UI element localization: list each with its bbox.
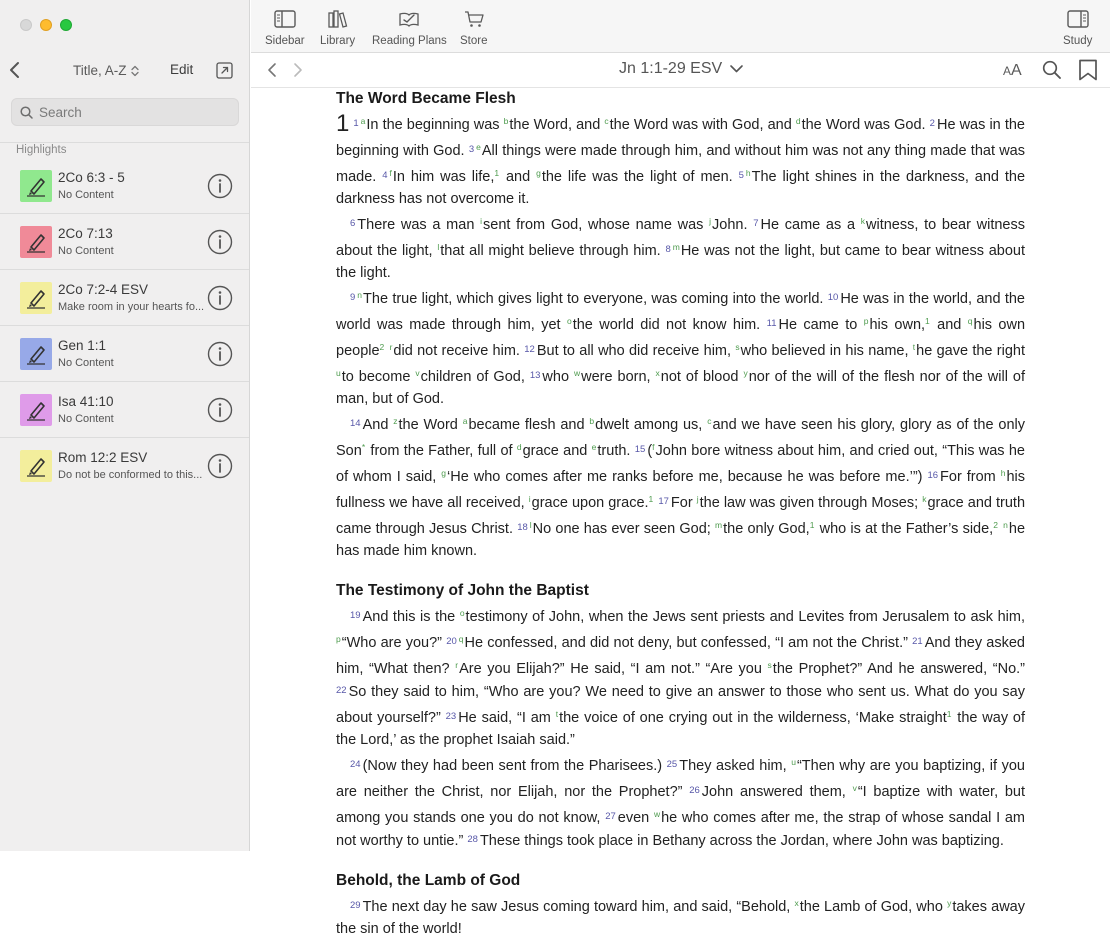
footnote-marker[interactable]: p [336, 634, 341, 644]
footnote-marker[interactable]: f [389, 168, 392, 178]
verse-text: the only God, [723, 521, 810, 537]
verse-text: the law was given through Moses; [699, 495, 923, 511]
verse-text: the Prophet?” And he answered, “No.” [772, 661, 1025, 677]
highlight-reference: Isa 41:10 [58, 394, 114, 409]
verse-text: his own, [869, 317, 926, 333]
footnote-marker[interactable]: e [591, 442, 597, 452]
highlight-reference: Rom 12:2 ESV [58, 450, 148, 465]
verse-text: the voice of one crying out in the wilderness, ‘Make straight [559, 710, 947, 726]
footnote-marker[interactable]: l [437, 242, 440, 252]
footnote-marker[interactable]: n [357, 290, 363, 300]
verse-number[interactable]: 18 [517, 522, 528, 533]
verse-text: He was in the world, and the world was made through him, yet [336, 291, 1025, 333]
reader-content [251, 88, 1110, 937]
footnote-marker[interactable]: d [516, 442, 522, 452]
verse-text: the Word, and [509, 117, 605, 133]
verse-text: dwelt among us, [595, 417, 708, 433]
info-icon[interactable] [207, 453, 233, 479]
search-icon[interactable] [1042, 60, 1062, 80]
verse-text: truth. [597, 443, 635, 459]
footnote-marker[interactable]: u [791, 757, 796, 767]
footnote-marker[interactable]: h [1000, 468, 1006, 478]
footnote-marker[interactable]: 1 [946, 709, 952, 719]
verse-number[interactable]: 20 [446, 636, 457, 647]
verse-number[interactable]: 23 [445, 711, 457, 722]
verse-text: his fullness we have all received, [336, 469, 1025, 511]
sidebar-button[interactable] [265, 9, 305, 47]
verse-text: and [930, 317, 968, 333]
footnote-marker[interactable]: j [696, 494, 699, 504]
paragraph [336, 210, 1025, 284]
sidebar-toolbar [0, 58, 249, 84]
sidebar [0, 0, 250, 851]
highlight-note: Make room in your hearts fo... [58, 301, 205, 313]
section-heading: The Word Became Flesh [336, 90, 516, 107]
highlight-reference: 2Co 7:13 [58, 226, 113, 241]
verse-text: The next day he saw Jesus coming toward him, and said, “Behold, [362, 899, 795, 915]
verse-text [385, 343, 389, 359]
verse-text: became flesh and [468, 417, 590, 433]
chevron-updown-icon [131, 65, 139, 77]
verse-text: sent from God, whose name was [483, 217, 710, 233]
verse-text: the Word [398, 417, 463, 433]
footnote-marker[interactable]: 1 [648, 494, 654, 504]
verse-number[interactable]: 3 [468, 144, 475, 155]
verse-text: John. [712, 217, 754, 233]
footnote-marker[interactable]: 1 [494, 168, 500, 178]
highlight-note: No Content [58, 245, 114, 257]
reference-selector[interactable] [619, 60, 743, 78]
highlight-note: Do not be conformed to this... [58, 469, 203, 481]
verse-number[interactable]: 24 [350, 759, 361, 770]
edit-button[interactable]: Edit [170, 62, 194, 77]
verse-text: even [617, 810, 654, 826]
section-label-highlights: Highlights [16, 144, 67, 156]
verse-text: John answered them, [701, 784, 853, 800]
reader-nav-bar [251, 53, 1110, 88]
verse-text: children of God, [420, 369, 530, 385]
verse-text: ( [647, 443, 653, 459]
footnote-marker[interactable]: m [715, 520, 723, 530]
footnote-marker[interactable]: x [794, 898, 799, 908]
verse-text: He came to [778, 317, 864, 333]
verse-text: He was in the beginning with God. [336, 117, 1025, 159]
verse-text: And they asked him, “What then? [336, 635, 1025, 677]
info-icon[interactable] [207, 229, 233, 255]
highlights-list [0, 158, 249, 494]
info-icon[interactable] [207, 341, 233, 367]
sidebar-divider [0, 142, 249, 143]
verse-number[interactable]: 13 [529, 370, 541, 381]
footnote-marker[interactable]: t [555, 709, 559, 719]
verse-text: the Word was with God, and [609, 117, 796, 133]
books-icon [327, 10, 349, 28]
study-panel-icon [1067, 10, 1089, 28]
highlight-item[interactable] [0, 326, 249, 382]
window-controls [20, 19, 72, 31]
verse-text: who is at the Father’s side, [815, 521, 994, 537]
verse-text: In him was life, [392, 169, 495, 185]
verse-text: testimony of John, when the Jews sent priests and Levites from Jerusalem to ask him, [465, 609, 1026, 625]
footnote-marker[interactable]: m [672, 242, 680, 252]
verse-text: “Who are you?” [341, 635, 447, 651]
highlight-item[interactable] [0, 214, 249, 270]
cart-icon [463, 10, 485, 28]
footnote-marker[interactable]: c [604, 116, 609, 126]
zoom-window-button[interactable] [60, 19, 72, 31]
footnote-marker[interactable]: p [863, 316, 869, 326]
sort-dropdown[interactable] [73, 63, 139, 78]
forward-arrow-icon[interactable] [291, 61, 305, 79]
footnote-marker[interactable]: q [967, 316, 973, 326]
verse-text: There was a man [357, 217, 481, 233]
verse-number[interactable]: 6 [350, 218, 356, 229]
verse-text: who believed in his name, [740, 343, 913, 359]
bible-text [336, 88, 1025, 940]
verse-text: In the beginning was [366, 117, 504, 133]
footnote-marker[interactable]: r [455, 660, 459, 670]
verse-text: And [362, 417, 394, 433]
footnote-marker[interactable]: z [393, 416, 398, 426]
main-toolbar [251, 0, 1110, 53]
search-field[interactable] [11, 98, 239, 126]
verse-text: he gave the right [916, 343, 1025, 359]
footnote-marker[interactable]: g [536, 168, 541, 178]
footnote-marker[interactable]: b [503, 116, 509, 126]
footnote-marker[interactable]: 2 [993, 520, 998, 530]
verse-number[interactable]: 11 [766, 318, 777, 329]
verse-number[interactable]: 15 [634, 444, 646, 455]
verse-text: the life was the light of men. [541, 169, 739, 185]
highlight-note: No Content [58, 413, 114, 425]
sidebar-icon [274, 10, 296, 28]
footnote-marker[interactable]: a [360, 116, 366, 126]
verse-text: and [500, 169, 537, 185]
highlight-item[interactable] [0, 270, 249, 326]
verse-text: “Then why are you baptizing, if you are neither the Christ, nor Elijah, nor the Prophet?” [336, 758, 1025, 800]
verse-text: his own people [336, 317, 1026, 359]
verse-text: takes away the sin of the world! [336, 899, 1025, 937]
sort-dropdown-label: Title, A-Z [73, 63, 127, 78]
verse-text: grace and [522, 443, 592, 459]
verse-number[interactable]: 21 [912, 636, 923, 647]
verse-text: not of blood [660, 369, 744, 385]
reading-plans-button-label: Reading Plans [372, 35, 447, 47]
highlight-reference: 2Co 7:2-4 ESV [58, 282, 149, 297]
reading-plan-icon [398, 10, 420, 28]
footnote-marker[interactable]: k [922, 494, 927, 504]
footnote-marker[interactable]: l [529, 520, 532, 530]
footnote-marker[interactable]: v [415, 368, 420, 378]
verse-text: the world did not know him. [572, 317, 767, 333]
verse-text: Are you Elijah?” He said, “I am not.” “Are you [459, 661, 768, 677]
footnote-marker[interactable]: t [912, 342, 916, 352]
highlight-item[interactable] [0, 438, 249, 494]
verse-text: They asked him, [679, 758, 792, 774]
highlighter-icon [20, 226, 52, 258]
verse-text: But to all who did receive him, [536, 343, 736, 359]
footnote-marker[interactable]: o [459, 608, 465, 618]
library-button[interactable] [320, 9, 355, 47]
paragraph [336, 110, 1025, 210]
chevron-down-icon [730, 65, 743, 73]
verse-text: he who comes after me, the strap of whose sandal I am not worthy to untie.” [336, 810, 1025, 849]
verse-text: No one has ever seen God; [532, 521, 716, 537]
footnote-marker[interactable]: s [767, 660, 772, 670]
footnote-marker[interactable]: n [1003, 520, 1008, 530]
minimize-window-button[interactable] [40, 19, 52, 31]
footnote-marker[interactable]: w [653, 809, 661, 819]
verse-text: For [670, 495, 697, 511]
study-button-label: Study [1063, 35, 1093, 47]
search-input[interactable] [39, 105, 229, 120]
footnote-marker[interactable]: i [528, 494, 531, 504]
verse-text: grace and truth came through Jesus Christ. [336, 495, 1026, 537]
verse-text: John bore witness about him, and cried out, “This was he of whom I said, [336, 443, 1025, 485]
highlighter-icon [20, 450, 52, 482]
footnote-marker[interactable]: b [589, 416, 595, 426]
chapter-number: 1 [336, 110, 350, 137]
verse-text: These things took place in Bethany across the Jordan, where John was baptizing. [479, 833, 1004, 849]
highlighter-icon [20, 282, 52, 314]
footnote-marker[interactable]: 2 [379, 342, 385, 352]
section-heading: Behold, the Lamb of God [336, 872, 521, 889]
highlighter-icon [20, 170, 52, 202]
highlight-item[interactable] [0, 158, 249, 214]
footnote-marker[interactable]: k [860, 216, 865, 226]
highlight-note: No Content [58, 357, 114, 369]
info-icon[interactable] [207, 397, 233, 423]
verse-number[interactable]: 14 [350, 418, 361, 429]
back-arrow-icon[interactable] [265, 61, 279, 79]
verse-number[interactable]: 25 [666, 759, 678, 770]
verse-text: So they said to him, “Who are you? We need to give an answer to those who sent us. What do you say about yourself?” [336, 684, 1025, 726]
verse-text: All things were made through him, and without him was not any thing made that was made. [336, 143, 1025, 185]
verse-text: to become [341, 369, 416, 385]
paragraph [336, 284, 1025, 410]
verse-number[interactable]: 9 [350, 292, 356, 303]
verse-text: the Lamb of God, who [799, 899, 948, 915]
footnote-marker[interactable]: y [743, 368, 748, 378]
footnote-marker[interactable]: v [852, 783, 857, 793]
verse-text: And this is the [362, 609, 460, 625]
verse-number[interactable]: 8 [665, 244, 671, 255]
footnote-marker[interactable]: s [735, 342, 740, 352]
highlighter-icon [20, 338, 52, 370]
verse-number[interactable]: 4 [382, 170, 388, 181]
verse-text: he has made him known. [336, 521, 1026, 559]
footnote-marker[interactable]: d [795, 116, 801, 126]
footnote-marker[interactable]: u [336, 368, 341, 378]
paragraph [336, 410, 1025, 562]
verse-number[interactable]: 19 [350, 610, 361, 621]
verse-text: were born, [581, 369, 656, 385]
footnote-marker[interactable]: x [655, 368, 660, 378]
footnote-marker[interactable]: c [707, 416, 712, 426]
info-icon[interactable] [207, 285, 233, 311]
verse-text: that all might believe through him. [440, 243, 666, 259]
verse-number[interactable]: 28 [467, 834, 478, 845]
verse-text: witness, to bear witness about the light, [336, 217, 1025, 259]
font-size-button[interactable] [1003, 62, 1022, 80]
footnote-marker[interactable]: i [480, 216, 482, 226]
footnote-marker[interactable]: 1 [925, 316, 930, 326]
verse-number[interactable]: 22 [336, 685, 347, 696]
reading-plans-button[interactable] [372, 9, 447, 47]
verse-number[interactable]: 10 [827, 292, 839, 303]
verse-text: the way of the Lord,’ as the prophet Isaiah said.” [336, 710, 1026, 748]
font-size-small-glyph: A [1003, 64, 1012, 78]
reference-label: Jn 1:1-29 ESV [619, 60, 723, 77]
footnote-marker[interactable]: o [566, 316, 572, 326]
footnote-marker[interactable]: * [361, 442, 366, 452]
footnote-marker[interactable]: w [573, 368, 581, 378]
verse-text: the Word was God. [801, 117, 930, 133]
verse-text: did not receive him. [393, 343, 525, 359]
verse-text: He said, “I am [458, 710, 556, 726]
highlight-item[interactable] [0, 382, 249, 438]
paragraph [336, 892, 1025, 940]
verse-number[interactable]: 2 [929, 118, 935, 129]
library-button-label: Library [320, 35, 356, 47]
verse-number[interactable]: 7 [753, 218, 759, 229]
verse-text: grace upon grace. [531, 495, 649, 511]
footnote-marker[interactable]: q [458, 634, 464, 644]
export-icon[interactable] [216, 62, 233, 79]
verse-text: He was not the light, but came to bear witness about the light. [336, 243, 1025, 281]
font-size-big-glyph: A [1011, 62, 1022, 79]
paragraph [336, 602, 1025, 751]
search-icon [20, 106, 33, 119]
footnote-marker[interactable]: r [389, 342, 393, 352]
highlight-note: No Content [58, 189, 114, 201]
verse-number[interactable]: 26 [689, 785, 700, 796]
highlight-reference: 2Co 6:3 - 5 [58, 170, 125, 185]
footnote-marker[interactable]: y [947, 898, 952, 908]
verse-text: He came as a [760, 217, 861, 233]
footnote-marker[interactable]: f [652, 442, 655, 452]
verse-text: from the Father, full of [366, 443, 517, 459]
sidebar-button-label: Sidebar [265, 35, 305, 47]
footnote-marker[interactable]: g [441, 468, 447, 478]
store-button[interactable] [460, 9, 488, 47]
footnote-marker[interactable]: 1 [809, 520, 815, 530]
paragraph [336, 751, 1025, 852]
verse-text: who [542, 369, 574, 385]
store-button-label: Store [460, 35, 488, 47]
verse-text: The true light, which gives light to everyone, was coming into the world. [363, 291, 828, 307]
close-window-button[interactable] [20, 19, 32, 31]
verse-number[interactable]: 16 [927, 470, 939, 481]
chevron-left-icon[interactable] [6, 60, 24, 80]
highlighter-icon [20, 394, 52, 426]
verse-text: The light shines in the darkness, and the darkness has not overcome it. [336, 169, 1026, 207]
section-heading: The Testimony of John the Baptist [336, 582, 589, 599]
verse-number[interactable]: 12 [524, 344, 535, 355]
study-button[interactable] [1063, 9, 1092, 47]
highlight-reference: Gen 1:1 [58, 338, 107, 353]
verse-text: He confessed, and did not deny, but confessed, “I am not the Christ.” [464, 635, 913, 651]
footnote-marker[interactable]: h [745, 168, 751, 178]
verse-text: For from [940, 469, 1001, 485]
verse-number[interactable]: 17 [658, 496, 669, 507]
info-icon[interactable] [207, 173, 233, 199]
footnote-marker[interactable]: e [476, 142, 481, 152]
verse-text: (Now they had been sent from the Pharisees.) [362, 758, 667, 774]
verse-number[interactable]: 27 [605, 811, 616, 822]
verse-text: nor of the will of the flesh nor of the will of man, but of God. [336, 369, 1025, 407]
verse-text: ‘He who comes after me ranks before me, because he was before me.’”) [447, 469, 928, 485]
verse-number[interactable]: 29 [350, 900, 361, 911]
footnote-marker[interactable]: j [709, 216, 712, 226]
verse-number[interactable]: 1 [353, 118, 359, 129]
bookmark-icon[interactable] [1078, 59, 1098, 81]
footnote-marker[interactable]: a [462, 416, 468, 426]
verse-number[interactable]: 5 [738, 170, 744, 181]
verse-text: and we have seen his glory, glory as of the only Son [336, 417, 1025, 459]
verse-text: “I baptize with water, but among you stands one you do not know, [336, 784, 1026, 826]
